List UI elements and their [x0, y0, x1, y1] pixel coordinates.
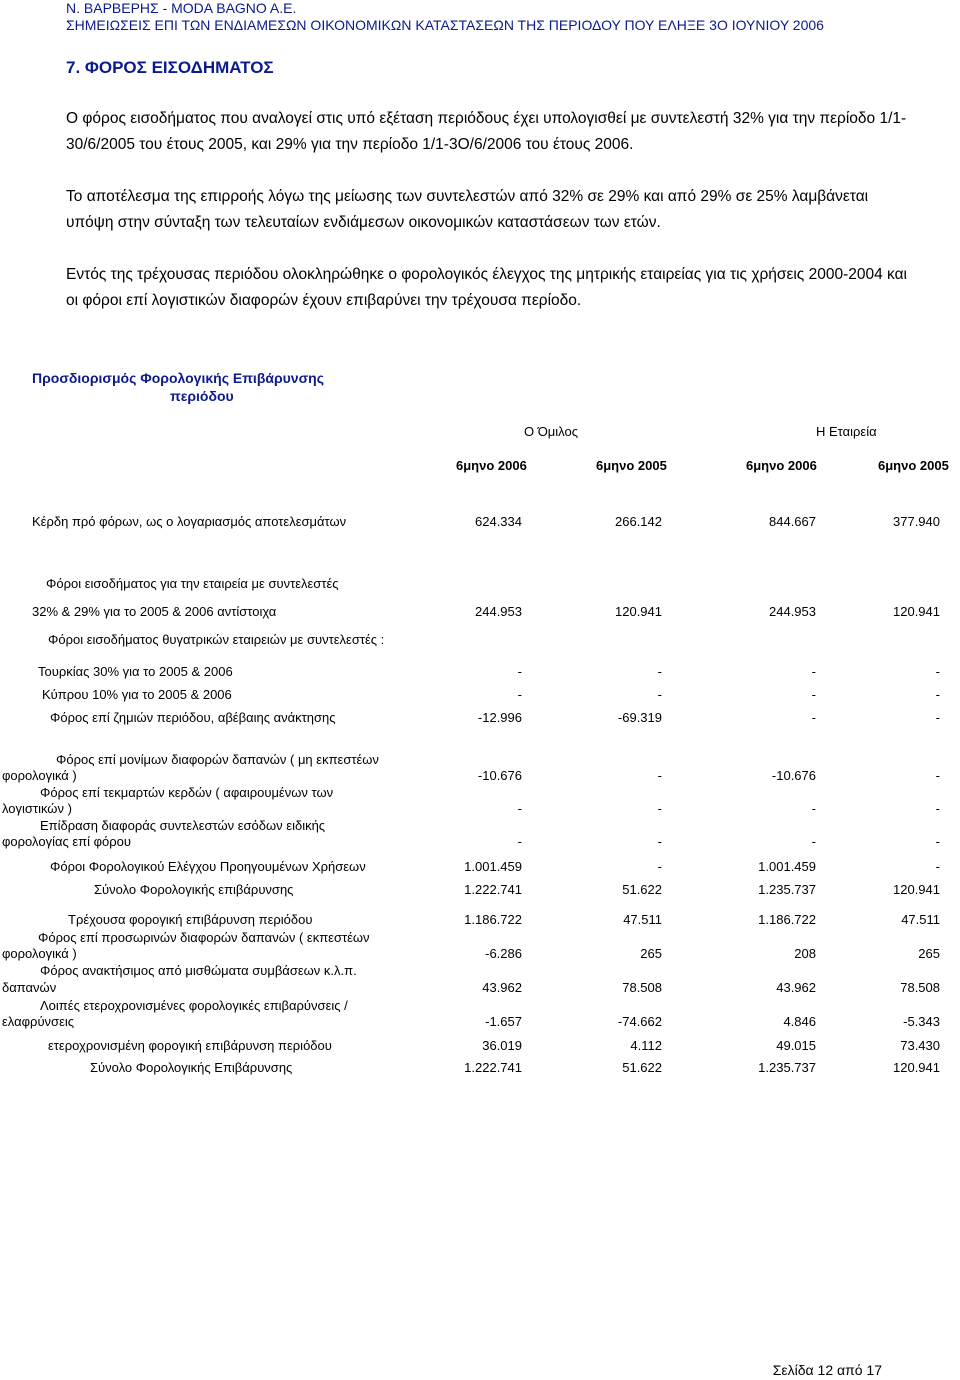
row-value: -: [935, 710, 940, 725]
row-value: 1.222.741: [464, 1060, 522, 1075]
row-value: 1.235.737: [758, 882, 816, 897]
row-value: 265: [918, 946, 940, 961]
row-value: -: [935, 859, 940, 874]
row-label: ετεροχρονισμένη φορογική επιβάρυνση περιόδου: [48, 1038, 332, 1053]
row-value: 47.511: [623, 912, 662, 927]
row-label: Φόρος επί τεκμαρτών κερδών ( αφαιρουμένων των: [40, 785, 334, 800]
row-value: 43.962: [482, 980, 522, 995]
row-label: φορολογίας επί φόρου: [2, 834, 132, 849]
table-row: [0, 882, 960, 900]
row-label: Φόρος επί προσωρινών διαφορών δαπανών ( εκπεστέων: [38, 930, 370, 945]
period-header: 6μηνο 2005: [596, 458, 667, 473]
row-value: 377.940: [893, 514, 940, 529]
row-label: 32% & 29% για το 2005 & 2006 αντίστοιχα: [32, 604, 277, 619]
page-number: Σελίδα 12 από 17: [772, 1362, 882, 1378]
row-value: -: [811, 710, 816, 725]
row-value: -: [811, 834, 816, 849]
row-value: -10.676: [477, 768, 522, 783]
row-value: -: [935, 664, 940, 679]
table-row: [0, 1038, 960, 1056]
row-label: Κύπρου 10% για το 2005 & 2006: [42, 687, 232, 702]
row-value: -: [935, 801, 940, 816]
table-row: [0, 801, 960, 819]
row-value: 1.222.741: [464, 882, 522, 897]
row-value: -: [517, 687, 522, 702]
row-value: 624.334: [475, 514, 522, 529]
row-label: Φόρος ανακτήσιμος από μισθώματα συμβάσεων κ.λ.π.: [40, 963, 357, 978]
row-label: Επίδραση διαφοράς συντελεστών εσόδων ειδικής: [40, 818, 326, 833]
row-value: 43.962: [776, 980, 816, 995]
table-row: [0, 604, 960, 622]
table-row: [0, 710, 960, 728]
row-label: Κέρδη πρό φόρων, ως ο λογαριασμός αποτελεσμάτων: [32, 514, 347, 529]
group-column-header: Ο Όμιλος: [524, 424, 578, 439]
row-value: -1.657: [485, 1014, 522, 1029]
row-value: 844.667: [769, 514, 816, 529]
row-label: Φόροι εισοδήματος για την εταιρεία με συντελεστές: [46, 576, 339, 591]
row-value: -6.286: [485, 946, 522, 961]
row-value: -5.343: [903, 1014, 940, 1029]
table-row: [0, 834, 960, 852]
table-row: [0, 514, 960, 532]
row-value: -: [657, 859, 662, 874]
row-value: 78.508: [900, 980, 940, 995]
row-value: 1.235.737: [758, 1060, 816, 1075]
row-value: -: [811, 801, 816, 816]
row-value: 1.001.459: [464, 859, 522, 874]
row-label: φορολογικά ): [2, 946, 77, 961]
table-row: [0, 859, 960, 877]
row-value: -12.996: [477, 710, 522, 725]
table-row: [0, 576, 960, 594]
table-row: [0, 1060, 960, 1078]
row-value: -: [657, 664, 662, 679]
row-label: Σύνολο Φορολογικής επιβάρυνσης: [94, 882, 294, 897]
row-label: Φόροι Φορολογικού Ελέγχου Προηγουμένων Χρήσεων: [50, 859, 366, 874]
row-value: 4.846: [783, 1014, 816, 1029]
row-label: Φόροι εισοδήματος θυγατρικών εταιρειών με συντελεστές :: [48, 632, 385, 647]
row-value: 120.941: [893, 604, 940, 619]
paragraph-tax-rates: Ο φόρος εισοδήματος που αναλογεί στις υπό εξέταση περιόδους έχει υπολογισθεί με συντελεστή 32% για την περίοδο 1/1-30/6/2005 του έτους 2005, και 29% για την περίοδο 1/1-3Ο/6/2006 του έτους 2006.: [66, 110, 907, 153]
table-row: [0, 632, 960, 650]
table-row: [0, 687, 960, 705]
table-title: Προσδιορισμός Φορολογικής Επιβάρυνσης: [32, 370, 324, 386]
document-subtitle: ΣΗΜΕΙΩΣΕΙΣ ΕΠΙ ΤΩΝ ΕΝΔΙΑΜΕΣΩΝ ΟΙΚΟΝΟΜΙΚΩΝ ΚΑΤΑΣΤΑΣΕΩΝ ΤΗΣ ΠΕΡΙΟΔΟΥ ΠΟΥ ΕΛΗΞΕ 3Ο ΙΟΥΝΙΟΥ 2006: [66, 17, 824, 33]
row-label: λογιστικών ): [2, 801, 72, 816]
table-title-cont: περιόδου: [170, 388, 234, 404]
row-label: φορολογικά ): [2, 768, 77, 783]
company-header: Ν. ΒΑΡΒΕΡΗΣ - MODA BAGNO A.E.: [66, 0, 297, 16]
table-row: [0, 963, 960, 981]
row-value: 1.186.722: [758, 912, 816, 927]
row-value: -: [935, 768, 940, 783]
row-value: -: [517, 664, 522, 679]
row-value: -: [657, 834, 662, 849]
row-value: 208: [794, 946, 816, 961]
period-header: 6μηνο 2006: [456, 458, 527, 473]
row-value: 244.953: [475, 604, 522, 619]
row-value: 47.511: [901, 912, 940, 927]
row-value: -: [657, 687, 662, 702]
row-label: Τουρκίας 30% για το 2005 & 2006: [38, 664, 233, 679]
row-label: Φόρος επί μονίμων διαφορών δαπανών ( μη εκπεστέων: [56, 752, 379, 767]
row-label: Σύνολο Φορολογικής Επιβάρυνσης: [90, 1060, 293, 1075]
row-label: Τρέχουσα φορογική επιβάρυνση περιόδου: [68, 912, 313, 927]
table-row: [0, 1014, 960, 1032]
row-value: -: [935, 834, 940, 849]
row-label: δαπανών: [2, 980, 57, 995]
row-value: -74.662: [617, 1014, 662, 1029]
row-label: ελαφρύνσεις: [2, 1014, 75, 1029]
row-value: 265: [640, 946, 662, 961]
row-value: 266.142: [615, 514, 662, 529]
row-value: 1.001.459: [758, 859, 816, 874]
paragraph-rate-effect: Το αποτέλεσμα της επιρροής λόγω της μείωσης των συντελεστών από 32% σε 29% και από 29% σε 25% λαμβάνεται υπόψη στην σύνταξη των τελευταίων ενδιάμεσων οικονομικών καταστάσεων των ετών.: [66, 188, 869, 231]
row-value: 49.015: [776, 1038, 816, 1053]
table-row: [0, 912, 960, 930]
table-row: [0, 946, 960, 964]
row-value: 78.508: [622, 980, 662, 995]
company-column-header: Η Εταιρεία: [816, 424, 877, 439]
row-value: 51.622: [622, 1060, 662, 1075]
paragraph-tax-audit: Εντός της τρέχουσας περιόδου ολοκληρώθηκε ο φορολογικός έλεγχος της μητρικής εταιρείας για τις χρήσεις 2000-2004 και οι φόροι επί λογιστικών διαφορών έχουν επιβαρύνει την τρέχουσα περίοδο.: [66, 266, 907, 309]
row-value: -: [811, 687, 816, 702]
row-label: Λοιπές ετεροχρονισμένες φορολογικές επιβαρύνσεις /: [40, 998, 348, 1013]
row-value: -: [657, 768, 662, 783]
period-header: 6μηνο 2005: [878, 458, 949, 473]
row-value: 120.941: [893, 882, 940, 897]
table-row: [0, 980, 960, 998]
row-value: -69.319: [617, 710, 662, 725]
row-value: 244.953: [769, 604, 816, 619]
row-value: 1.186.722: [464, 912, 522, 927]
row-value: 73.430: [900, 1038, 940, 1053]
row-value: -: [935, 687, 940, 702]
row-value: 36.019: [482, 1038, 522, 1053]
section-title: 7. ΦΟΡΟΣ ΕΙΣΟΔΗΜΑΤΟΣ: [66, 58, 274, 77]
period-header: 6μηνο 2006: [746, 458, 817, 473]
row-value: -: [811, 664, 816, 679]
table-row: [0, 768, 960, 786]
row-value: 51.622: [622, 882, 662, 897]
row-value: 120.941: [893, 1060, 940, 1075]
row-value: -: [657, 801, 662, 816]
row-label: Φόρος επί ζημιών περιόδου, αβέβαιης ανάκτησης: [50, 710, 336, 725]
row-value: 4.112: [630, 1038, 662, 1053]
row-value: -: [517, 834, 522, 849]
row-value: 120.941: [615, 604, 662, 619]
row-value: -: [517, 801, 522, 816]
row-value: -10.676: [771, 768, 816, 783]
table-row: [0, 664, 960, 682]
